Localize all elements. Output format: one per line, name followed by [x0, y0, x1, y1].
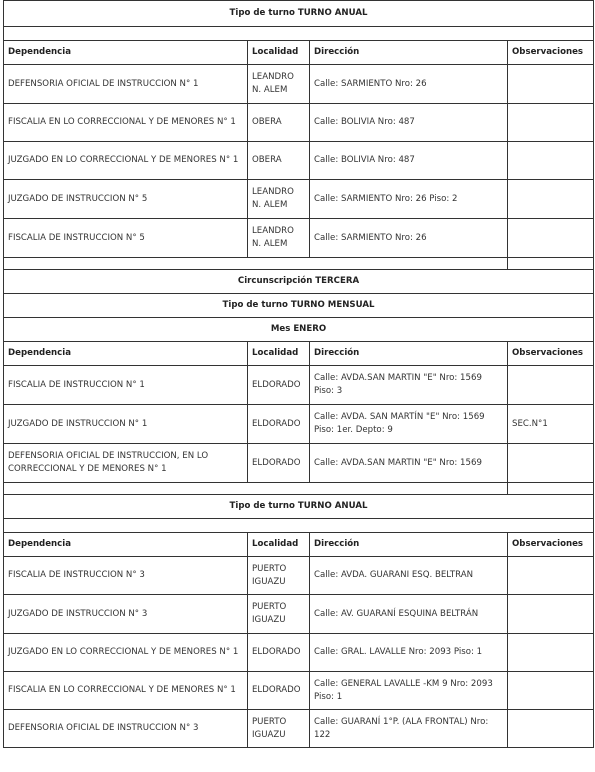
empty-row: [4, 258, 594, 270]
table-row: [4, 710, 594, 748]
empty-row: [4, 483, 594, 495]
cell-direccion: Calle: AVDA.SAN MARTIN "E" Nro: 1569 Piso: 3: [310, 366, 508, 405]
cell-observaciones: [508, 557, 594, 595]
cell-observaciones: [508, 595, 594, 634]
empty-cell: [508, 483, 594, 495]
cell-direccion: Calle: GRAL. LAVALLE Nro: 2093 Piso: 1: [310, 634, 508, 672]
cell-localidad: OBERA: [248, 142, 310, 180]
cell-dependencia: DEFENSORIA OFICIAL DE INSTRUCCION N° 1: [4, 65, 248, 104]
table-row: [4, 557, 594, 595]
turnos-table: [3, 0, 594, 748]
section-header: Tipo de turno TURNO ANUAL: [4, 1, 594, 27]
cell-direccion: Calle: AVDA.SAN MARTIN "E" Nro: 1569: [310, 444, 508, 483]
cell-localidad: LEANDRO N. ALEM: [248, 219, 310, 258]
section-header-row: [4, 495, 594, 519]
column-header-row: [4, 41, 594, 65]
cell-dependencia: DEFENSORIA OFICIAL DE INSTRUCCION N° 3: [4, 710, 248, 748]
cell-direccion: Calle: SARMIENTO Nro: 26: [310, 219, 508, 258]
cell-dependencia: JUZGADO DE INSTRUCCION N° 5: [4, 180, 248, 219]
column-header-row: [4, 533, 594, 557]
cell-dependencia: JUZGADO EN LO CORRECCIONAL Y DE MENORES N° 1: [4, 142, 248, 180]
section-header: Mes ENERO: [4, 318, 594, 342]
table-row: [4, 65, 594, 104]
table-row: [4, 180, 594, 219]
cell-observaciones: [508, 634, 594, 672]
column-header-observaciones: Observaciones: [508, 342, 594, 366]
spacer-row: [4, 27, 594, 41]
cell-dependencia: FISCALIA DE INSTRUCCION N° 5: [4, 219, 248, 258]
column-header-row: [4, 342, 594, 366]
cell-direccion: Calle: GENERAL LAVALLE -KM 9 Nro: 2093 Piso: 1: [310, 672, 508, 710]
cell-direccion: Calle: AVDA. GUARANI ESQ. BELTRAN: [310, 557, 508, 595]
column-header-dependencia: Dependencia: [4, 533, 248, 557]
section-header: Tipo de turno TURNO ANUAL: [4, 495, 594, 519]
cell-localidad: LEANDRO N. ALEM: [248, 65, 310, 104]
empty-cell: [508, 258, 594, 270]
spacer-row: [4, 519, 594, 533]
cell-direccion: Calle: GUARANÍ 1°P. (ALA FRONTAL) Nro: 122: [310, 710, 508, 748]
table-row: [4, 405, 594, 444]
cell-localidad: ELDORADO: [248, 444, 310, 483]
column-header-localidad: Localidad: [248, 41, 310, 65]
spacer-cell: [4, 27, 594, 41]
cell-direccion: Calle: SARMIENTO Nro: 26: [310, 65, 508, 104]
column-header-localidad: Localidad: [248, 342, 310, 366]
cell-localidad: ELDORADO: [248, 405, 310, 444]
cell-observaciones: [508, 65, 594, 104]
section-header-row: [4, 1, 594, 27]
cell-observaciones: [508, 672, 594, 710]
cell-direccion: Calle: AV. GUARANÍ ESQUINA BELTRÁN: [310, 595, 508, 634]
table-row: [4, 104, 594, 142]
column-header-dependencia: Dependencia: [4, 41, 248, 65]
table-row: [4, 444, 594, 483]
spacer-cell: [4, 519, 594, 533]
cell-dependencia: JUZGADO DE INSTRUCCION N° 1: [4, 405, 248, 444]
cell-observaciones: [508, 444, 594, 483]
table-row: [4, 634, 594, 672]
column-header-direccion: Dirección: [310, 342, 508, 366]
column-header-direccion: Dirección: [310, 41, 508, 65]
table-row: [4, 672, 594, 710]
cell-localidad: PUERTO IGUAZU: [248, 595, 310, 634]
table-row: [4, 142, 594, 180]
cell-dependencia: JUZGADO EN LO CORRECCIONAL Y DE MENORES N° 1: [4, 634, 248, 672]
cell-dependencia: FISCALIA DE INSTRUCCION N° 3: [4, 557, 248, 595]
cell-direccion: Calle: BOLIVIA Nro: 487: [310, 142, 508, 180]
table-row: [4, 219, 594, 258]
turnos-table-body: [4, 1, 594, 748]
cell-dependencia: JUZGADO DE INSTRUCCION N° 3: [4, 595, 248, 634]
cell-localidad: LEANDRO N. ALEM: [248, 180, 310, 219]
cell-observaciones: SEC.N°1: [508, 405, 594, 444]
cell-localidad: ELDORADO: [248, 366, 310, 405]
empty-cell: [4, 483, 508, 495]
section-header: Circunscripción TERCERA: [4, 270, 594, 294]
cell-direccion: Calle: SARMIENTO Nro: 26 Piso: 2: [310, 180, 508, 219]
table-row: [4, 366, 594, 405]
section-header-row: [4, 294, 594, 318]
cell-observaciones: [508, 366, 594, 405]
cell-localidad: PUERTO IGUAZU: [248, 710, 310, 748]
cell-localidad: OBERA: [248, 104, 310, 142]
column-header-direccion: Dirección: [310, 533, 508, 557]
column-header-observaciones: Observaciones: [508, 533, 594, 557]
cell-direccion: Calle: AVDA. SAN MARTÍN "E" Nro: 1569 Piso: 1er. Depto: 9: [310, 405, 508, 444]
cell-dependencia: FISCALIA EN LO CORRECCIONAL Y DE MENORES N° 1: [4, 672, 248, 710]
cell-direccion: Calle: BOLIVIA Nro: 487: [310, 104, 508, 142]
cell-observaciones: [508, 219, 594, 258]
cell-dependencia: DEFENSORIA OFICIAL DE INSTRUCCION, EN LO CORRECCIONAL Y DE MENORES N° 1: [4, 444, 248, 483]
section-header-row: [4, 318, 594, 342]
cell-localidad: PUERTO IGUAZU: [248, 557, 310, 595]
section-header-row: [4, 270, 594, 294]
cell-localidad: ELDORADO: [248, 634, 310, 672]
column-header-observaciones: Observaciones: [508, 41, 594, 65]
section-header: Tipo de turno TURNO MENSUAL: [4, 294, 594, 318]
cell-dependencia: FISCALIA DE INSTRUCCION N° 1: [4, 366, 248, 405]
empty-cell: [4, 258, 508, 270]
cell-observaciones: [508, 180, 594, 219]
column-header-localidad: Localidad: [248, 533, 310, 557]
cell-observaciones: [508, 104, 594, 142]
cell-localidad: ELDORADO: [248, 672, 310, 710]
cell-dependencia: FISCALIA EN LO CORRECCIONAL Y DE MENORES N° 1: [4, 104, 248, 142]
cell-observaciones: [508, 710, 594, 748]
table-row: [4, 595, 594, 634]
cell-observaciones: [508, 142, 594, 180]
column-header-dependencia: Dependencia: [4, 342, 248, 366]
